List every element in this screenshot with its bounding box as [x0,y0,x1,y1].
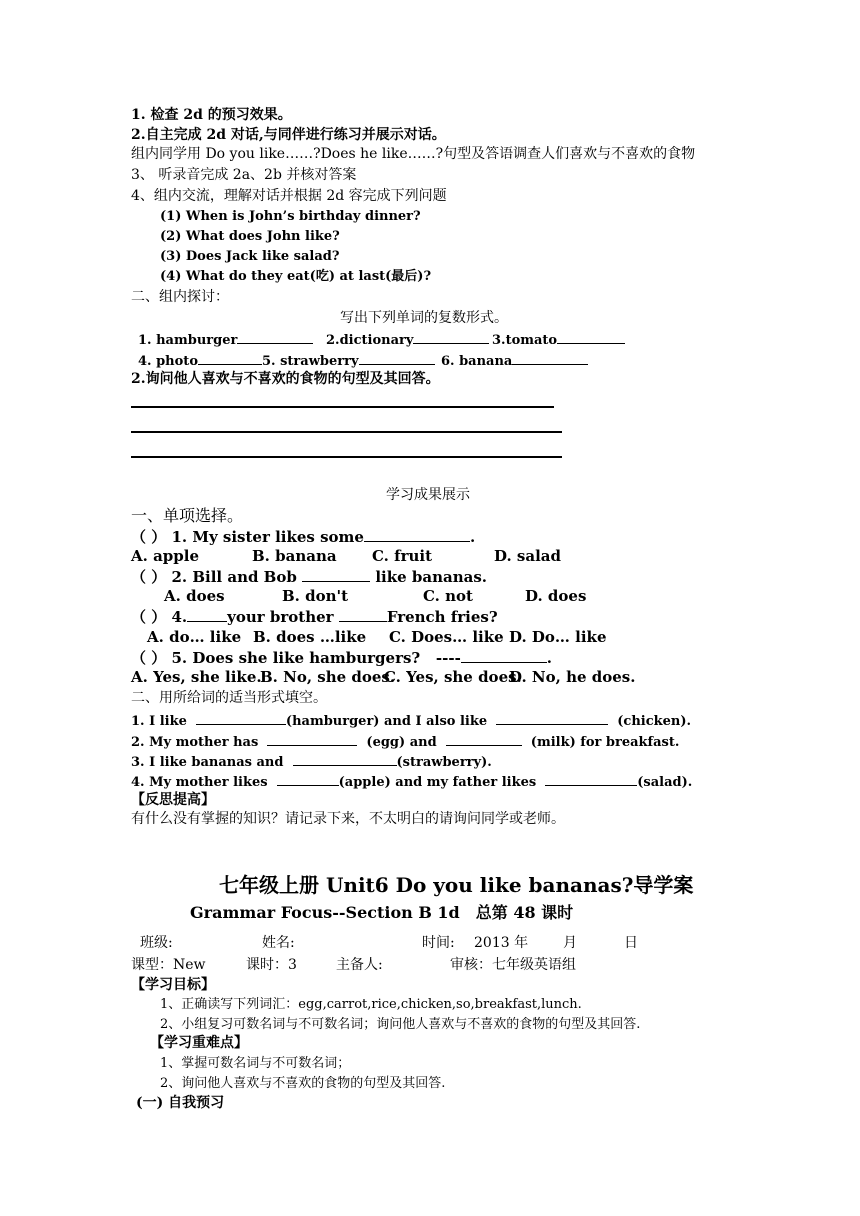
answer-blank[interactable] [267,733,357,746]
mc-question-4: （ ） 5. Does she like hamburgers? ---- . [131,649,553,667]
answer-blank[interactable] [413,331,489,344]
fill-line-3: 3. I like bananas and (strawberry). [131,755,492,770]
option-b[interactable]: B. does …like [253,628,367,646]
lesson-preparer: 主备人: [336,957,383,973]
answer-blank[interactable] [196,712,286,725]
question-2: (2) What does John like? [160,229,340,244]
lesson-title: 七年级上册 Unit6 Do you like bananas?导学案 [219,873,694,897]
sentence-pattern-question: 2.询问他人喜欢与不喜欢的食物的句型及其回答。 [131,371,440,387]
plural-word-6: 6. banana [441,352,588,368]
plural-word-5: 5. strawberry [262,352,435,368]
mc-question-2: （ ） 2. Bill and Bob like bananas. [131,568,488,586]
month: 月 [563,935,577,951]
question-1: (1) When is John’s birthday dinner? [160,209,421,224]
task-4: 4、组内交流，理解对话并根据 2d 容完成下列问题 [131,188,447,204]
answer-line[interactable] [131,406,554,408]
reflect-text: 有什么没有掌握的知识？请记录下来，不太明白的请询问同学或老师。 [131,811,565,827]
answer-blank[interactable] [339,609,387,622]
answer-blank[interactable] [277,773,339,786]
name-label: 姓名: [262,935,295,951]
lesson-type: 课型：New [131,957,206,973]
task-2-detail: 组内同学用 Do you like……?Does he like……?句型及答语调查人们喜欢与不喜欢的食物 [131,146,696,162]
answer-bracket[interactable]: （ ） [131,568,167,586]
answer-blank[interactable] [359,352,435,365]
answer-blank[interactable] [293,753,397,766]
answer-blank[interactable] [496,712,608,725]
task-2: 2.自主完成 2d 对话,与同伴进行练习并展示对话。 [131,127,446,143]
option-d[interactable]: D. salad [494,547,561,565]
fill-line-1: 1. I like (hamburger) and I also like (chicken). [131,714,692,729]
answer-line[interactable] [131,431,562,433]
option-c[interactable]: C. not [423,587,473,605]
time-label: 时间: [422,935,455,951]
question-4: (4) What do they eat(吃) at last(最后)? [160,269,432,284]
key-point-1: 1、掌握可数名词与不可数名词； [160,1056,351,1071]
self-preview-heading: (一) 自我预习 [136,1095,225,1111]
answer-blank[interactable] [545,773,637,786]
option-d[interactable]: D. No, he does. [509,668,636,686]
answer-blank[interactable] [198,352,262,365]
goal-2: 2、小组复习可数名词与不可数名词；询问他人喜欢与不喜欢的食物的句型及其回答. [160,1017,641,1032]
question-3: (3) Does Jack like salad? [160,249,340,264]
year: 2013 年 [474,935,529,951]
answer-bracket[interactable]: （ ） [131,528,167,546]
plural-word-4: 4. photo [138,352,262,368]
answer-blank[interactable] [446,733,522,746]
key-point-2: 2、询问他人喜欢与不喜欢的食物的句型及其回答. [160,1076,446,1091]
plural-word-3: 3.tomato [492,331,625,347]
answer-bracket[interactable]: （ ） [131,608,167,626]
option-d[interactable]: D. Do… like [509,628,607,646]
fill-heading: 二、用所给词的适当形式填空。 [131,690,327,706]
answer-blank[interactable] [364,529,470,542]
option-a[interactable]: A. do… like [147,628,242,646]
results-title: 学习成果展示 [386,487,470,503]
plural-title: 写出下列单词的复数形式。 [340,310,508,326]
plural-word-1: 1. hamburger [138,331,313,347]
answer-blank[interactable] [302,569,370,582]
option-a[interactable]: A. apple [131,547,200,565]
option-c[interactable]: C. fruit [372,547,433,565]
option-a[interactable]: A. Yes, she like. [131,668,262,686]
lesson-reviewer: 审核：七年级英语组 [450,957,576,973]
goals-heading: 【学习目标】 [131,977,215,993]
goal-1: 1、正确读写下列词汇：egg,carrot,rice,chicken,so,breakfast,lunch. [160,997,582,1012]
option-c[interactable]: C. Does… like [389,628,504,646]
answer-blank[interactable] [187,609,227,622]
answer-blank[interactable] [237,331,313,344]
task-3: 3、 听录音完成 2a、2b 并核对答案 [131,167,357,183]
key-heading: 【学习重难点】 [150,1035,248,1051]
day: 日 [624,935,638,951]
mc-question-1: （ ） 1. My sister likes some . [131,528,476,546]
answer-blank[interactable] [512,352,588,365]
option-a[interactable]: A. does [164,587,225,605]
mc-heading: 一、单项选择。 [131,506,244,525]
answer-line[interactable] [131,456,562,458]
reflect-heading: 【反思提高】 [131,792,215,808]
option-b[interactable]: B. don't [282,587,349,605]
answer-blank[interactable] [461,650,547,663]
discuss-heading: 二、组内探讨： [131,289,229,305]
option-d[interactable]: D. does [525,587,587,605]
option-b[interactable]: B. No, she does. [260,668,396,686]
fill-line-4: 4. My mother likes (apple) and my father likes (salad). [131,775,693,790]
answer-bracket[interactable]: （ ） [131,649,167,667]
option-c[interactable]: C. Yes, she does. [384,668,522,686]
lesson-subtitle: Grammar Focus--Section B 1d 总第 48 课时 [190,903,574,922]
lesson-period: 课时：3 [246,957,297,973]
mc-question-3: （ ） 4. your brother French fries? [131,608,498,626]
answer-blank[interactable] [557,331,625,344]
fill-line-2: 2. My mother has (egg) and (milk) for breakfast. [131,735,680,750]
plural-word-2: 2.dictionary [326,331,489,347]
option-b[interactable]: B. banana [252,547,337,565]
task-1: 1. 检查 2d 的预习效果。 [131,107,292,123]
class-label: 班级: [140,935,173,951]
